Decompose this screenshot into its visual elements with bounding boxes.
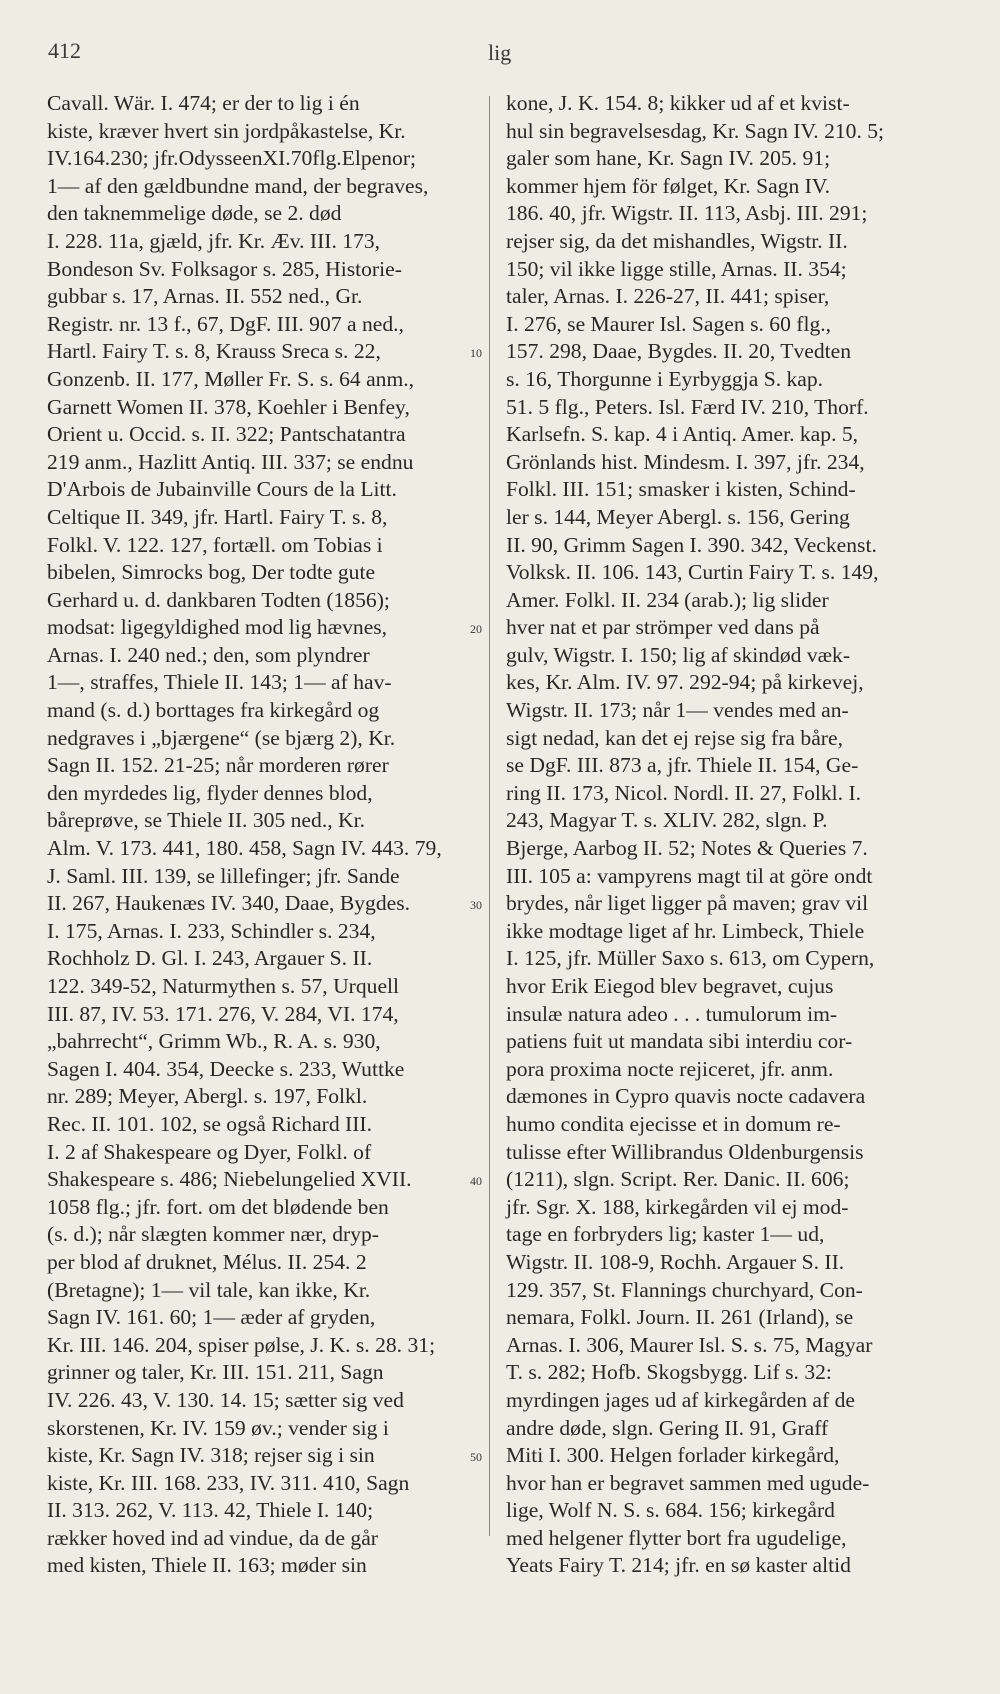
text-line: Registr. nr. 13 f., 67, DgF. III. 907 a ned., [47, 311, 404, 336]
text-line: Folkl. III. 151; smasker i kisten, Schind- [506, 477, 856, 502]
text-line: Arnas. I. 306, Maurer Isl. S. s. 75, Magyar [506, 1332, 873, 1357]
text-line: 243, Magyar T. s. XLIV. 282, slgn. P. [506, 808, 828, 833]
text-line: ler s. 144, Meyer Abergl. s. 156, Gering [506, 504, 850, 529]
text-line: med helgener flytter bort fra ugudelige, [506, 1525, 847, 1550]
text-line: 157. 298, Daae, Bygdes. II. 20, Tvedten [506, 339, 852, 364]
text-line: per blod af druknet, Mélus. II. 254. 2 [47, 1249, 367, 1274]
text-line: Hartl. Fairy T. s. 8, Krauss Sreca s. 22, [47, 339, 381, 364]
text-line: grinner og taler, Kr. III. 151. 211, Sagn [47, 1360, 384, 1385]
text-line: med kisten, Thiele II. 163; møder sin [47, 1553, 367, 1578]
text-line: kiste, Kr. III. 168. 233, IV. 311. 410, Sagn [47, 1470, 410, 1495]
text-line: kone, J. K. 154. 8; kikker ud af et kvist- [506, 91, 850, 115]
text-line: J. Saml. III. 139, se lillefinger; jfr. Sande [47, 863, 400, 888]
text-line: ikke modtage liget af hr. Limbeck, Thiele [506, 918, 865, 943]
text-line: nr. 289; Meyer, Abergl. s. 197, Folkl. [47, 1084, 368, 1109]
text-line: Celtique II. 349, jfr. Hartl. Fairy T. s. 8, [47, 504, 388, 529]
text-line: IV. 226. 43, V. 130. 14. 15; sætter sig ved [47, 1387, 404, 1412]
text-line: insulæ natura adeo . . . tumulorum im- [506, 1001, 838, 1026]
text-line: (s. d.); når slægten kommer nær, dryp- [47, 1222, 379, 1247]
text-line: Amer. Folkl. II. 234 (arab.); lig slider [506, 587, 829, 612]
text-line: Wigstr. II. 173; når 1— vendes med an- [506, 698, 849, 723]
text-line: patiens fuit ut mandata sibi interdiu cor- [506, 1029, 853, 1054]
text-line: mand (s. d.) borttages fra kirkegård og [47, 698, 380, 723]
text-line: rækker hoved ind ad vindue, da de går [47, 1525, 379, 1550]
text-line: nedgraves i „bjærgene“ (se bjærg 2), Kr. [47, 725, 396, 750]
running-head: lig [488, 40, 512, 65]
text-line: Karlsefn. S. kap. 4 i Antiq. Amer. kap. 5, [506, 422, 859, 447]
page-number: 412 [48, 38, 81, 63]
text-line: D'Arbois de Jubainville Cours de la Litt. [47, 477, 397, 502]
margin-line-number: 40 [470, 1174, 482, 1189]
text-line: s. 16, Thorgunne i Eyrbyggja S. kap. [506, 366, 824, 391]
text-line: båreprøve, se Thiele II. 305 ned., Kr. [47, 808, 366, 833]
text-line: bibelen, Simrocks bog, Der todte gute [47, 560, 376, 585]
text-line: Bjerge, Aarbog II. 52; Notes & Queries 7. [506, 836, 868, 861]
text-line: Yeats Fairy T. 214; jfr. en sø kaster altid [506, 1553, 851, 1578]
text-line: gulv, Wigstr. I. 150; lig af skindød væk- [506, 642, 851, 667]
text-line: andre døde, slgn. Gering II. 91, Graff [506, 1415, 829, 1440]
text-line: III. 105 a: vampyrens magt til at göre ondt [506, 863, 873, 888]
margin-line-number: 30 [470, 898, 482, 913]
text-line: kiste, kræver hvert sin jordpåkastelse, Kr. [47, 118, 406, 143]
text-line: hver nat et par strömper ved dans på [506, 615, 820, 640]
text-line: (1211), slgn. Script. Rer. Danic. II. 606; [506, 1167, 850, 1192]
text-line: 1— af den gældbundne mand, der begraves, [47, 173, 429, 198]
text-line: Sagn IV. 161. 60; 1— æder af gryden, [47, 1305, 376, 1330]
text-line: Folkl. V. 122. 127, fortæll. om Tobias i [47, 532, 383, 557]
text-line: dæmones in Cypro quavis nocte cadavera [506, 1084, 866, 1109]
text-line: 51. 5 flg., Peters. Isl. Færd IV. 210, Thorf. [506, 394, 869, 419]
text-line: humo condita ejecisse et in domum re- [506, 1111, 841, 1136]
text-line: III. 87, IV. 53. 171. 276, V. 284, VI. 174, [47, 1001, 399, 1026]
text-line: 150; vil ikke ligge stille, Arnas. II. 354; [506, 256, 847, 281]
text-line: II. 313. 262, V. 113. 42, Thiele I. 140; [47, 1498, 374, 1523]
text-line: Rochholz D. Gl. I. 243, Argauer S. II. [47, 946, 373, 971]
text-line: taler, Arnas. I. 226-27, II. 441; spiser, [506, 284, 830, 309]
text-line: 219 anm., Hazlitt Antiq. III. 337; se endnu [47, 449, 414, 474]
text-line: Bondeson Sv. Folksagor s. 285, Historie- [47, 256, 402, 281]
text-line: den myrdedes lig, flyder dennes blod, [47, 780, 373, 805]
text-line: I. 2 af Shakespeare og Dyer, Folkl. of [47, 1139, 372, 1164]
text-line: Garnett Women II. 378, Koehler i Benfey, [47, 394, 410, 419]
text-line: Kr. III. 146. 204, spiser pølse, J. K. s. 28. 31; [47, 1332, 436, 1357]
text-line: lige, Wolf N. S. s. 684. 156; kirkegård [506, 1498, 835, 1523]
text-line: I. 228. 11a, gjæld, jfr. Kr. Æv. III. 173, [47, 228, 381, 253]
text-line: galer som hane, Kr. Sagn IV. 205. 91; [506, 146, 831, 171]
text-line: 122. 349-52, Naturmythen s. 57, Urquell [47, 974, 400, 998]
text-line: pora proxima nocte rejiceret, jfr. anm. [506, 1056, 834, 1081]
text-line: Orient u. Occid. s. II. 322; Pantschatantra [47, 422, 406, 447]
text-line: hvor han er begravet sammen med ugude- [506, 1470, 870, 1495]
text-line: se DgF. III. 873 a, jfr. Thiele II. 154, Ge- [506, 753, 859, 778]
text-line: „bahrrecht“, Grimm Wb., R. A. s. 930, [47, 1029, 381, 1054]
text-line: Alm. V. 173. 441, 180. 458, Sagn IV. 443. 79, [47, 836, 442, 861]
text-line: 186. 40, jfr. Wigstr. II. 113, Asbj. III. 291; [506, 201, 868, 226]
text-line: Sagn II. 152. 21-25; når morderen rører [47, 753, 389, 778]
text-line: (Bretagne); 1— vil tale, kan ikke, Kr. [47, 1277, 371, 1302]
text-line: I. 125, jfr. Müller Saxo s. 613, om Cypern, [506, 946, 875, 971]
text-line: Shakespeare s. 486; Niebelungelied XVII. [47, 1167, 412, 1192]
text-line: 1—, straffes, Thiele II. 143; 1— af hav- [47, 670, 392, 695]
margin-line-number: 50 [470, 1450, 482, 1465]
text-line: Grönlands hist. Mindesm. I. 397, jfr. 234, [506, 449, 865, 474]
text-line: kes, Kr. Alm. IV. 97. 292-94; på kirkevej, [506, 670, 864, 695]
text-line: jfr. Sgr. X. 188, kirkegården vil ej mod- [506, 1194, 849, 1219]
column-rule [489, 96, 490, 1536]
text-line: I. 175, Arnas. I. 233, Schindler s. 234, [47, 918, 376, 943]
text-line: II. 90, Grimm Sagen I. 390. 342, Veckenst. [506, 532, 877, 557]
text-line: tulisse efter Willibrandus Oldenburgensis [506, 1139, 864, 1164]
text-line: Cavall. Wär. I. 474; er der to lig i én [47, 91, 360, 115]
text-line: sigt nedad, kan det ej rejse sig fra båre, [506, 725, 843, 750]
text-line: Miti I. 300. Helgen forlader kirkegård, [506, 1443, 840, 1468]
text-line: 1058 flg.; jfr. fort. om det blødende ben [47, 1194, 389, 1219]
text-line: kommer hjem för følget, Kr. Sagn IV. [506, 173, 831, 198]
text-line: brydes, når liget ligger på maven; grav vil [506, 891, 869, 916]
text-line: Arnas. I. 240 ned.; den, som plyndrer [47, 642, 370, 667]
text-line: hul sin begravelsesdag, Kr. Sagn IV. 210. 5; [506, 118, 885, 143]
text-line: II. 267, Haukenæs IV. 340, Daae, Bygdes. [47, 891, 411, 916]
text-line: gubbar s. 17, Arnas. II. 552 ned., Gr. [47, 284, 363, 309]
text-line: Sagen I. 404. 354, Deecke s. 233, Wuttke [47, 1056, 405, 1081]
text-line: IV.164.230; jfr.OdysseenXI.70flg.Elpenor; [47, 146, 417, 171]
left-column [47, 90, 447, 1580]
right-column [506, 90, 906, 1580]
text-line: Volksk. II. 106. 143, Curtin Fairy T. s. 149, [506, 560, 879, 585]
text-line: tage en forbryders lig; kaster 1— ud, [506, 1222, 825, 1247]
text-line: myrdingen jages ud af kirkegården af de [506, 1387, 855, 1412]
margin-line-number: 10 [470, 346, 482, 361]
text-line: kiste, Kr. Sagn IV. 318; rejser sig i sin [47, 1443, 375, 1468]
text-line: Rec. II. 101. 102, se også Richard III. [47, 1111, 373, 1136]
text-line: ring II. 173, Nicol. Nordl. II. 27, Folkl. I. [506, 780, 862, 805]
text-line: nemara, Folkl. Journ. II. 261 (Irland), se [506, 1305, 854, 1330]
text-line: modsat: ligegyldighed mod lig hævnes, [47, 615, 388, 640]
text-line: skorstenen, Kr. IV. 159 øv.; vender sig i [47, 1415, 389, 1440]
text-line: Gonzenb. II. 177, Møller Fr. S. s. 64 anm., [47, 366, 415, 391]
text-line: I. 276, se Maurer Isl. Sagen s. 60 flg., [506, 311, 832, 336]
page-header [48, 38, 952, 78]
text-line: hvor Erik Eiegod blev begravet, cujus [506, 974, 834, 998]
margin-line-number: 20 [470, 622, 482, 637]
text-line: den taknemmelige døde, se 2. død [47, 201, 342, 226]
text-line: 129. 357, St. Flannings churchyard, Con- [506, 1277, 863, 1302]
text-line: Gerhard u. d. dankbaren Todten (1856); [47, 587, 390, 612]
text-line: rejser sig, da det mishandles, Wigstr. II. [506, 228, 848, 253]
text-line: Wigstr. II. 108-9, Rochh. Argauer S. II. [506, 1249, 845, 1274]
text-line: T. s. 282; Hofb. Skogsbygg. Lif s. 32: [506, 1360, 832, 1385]
